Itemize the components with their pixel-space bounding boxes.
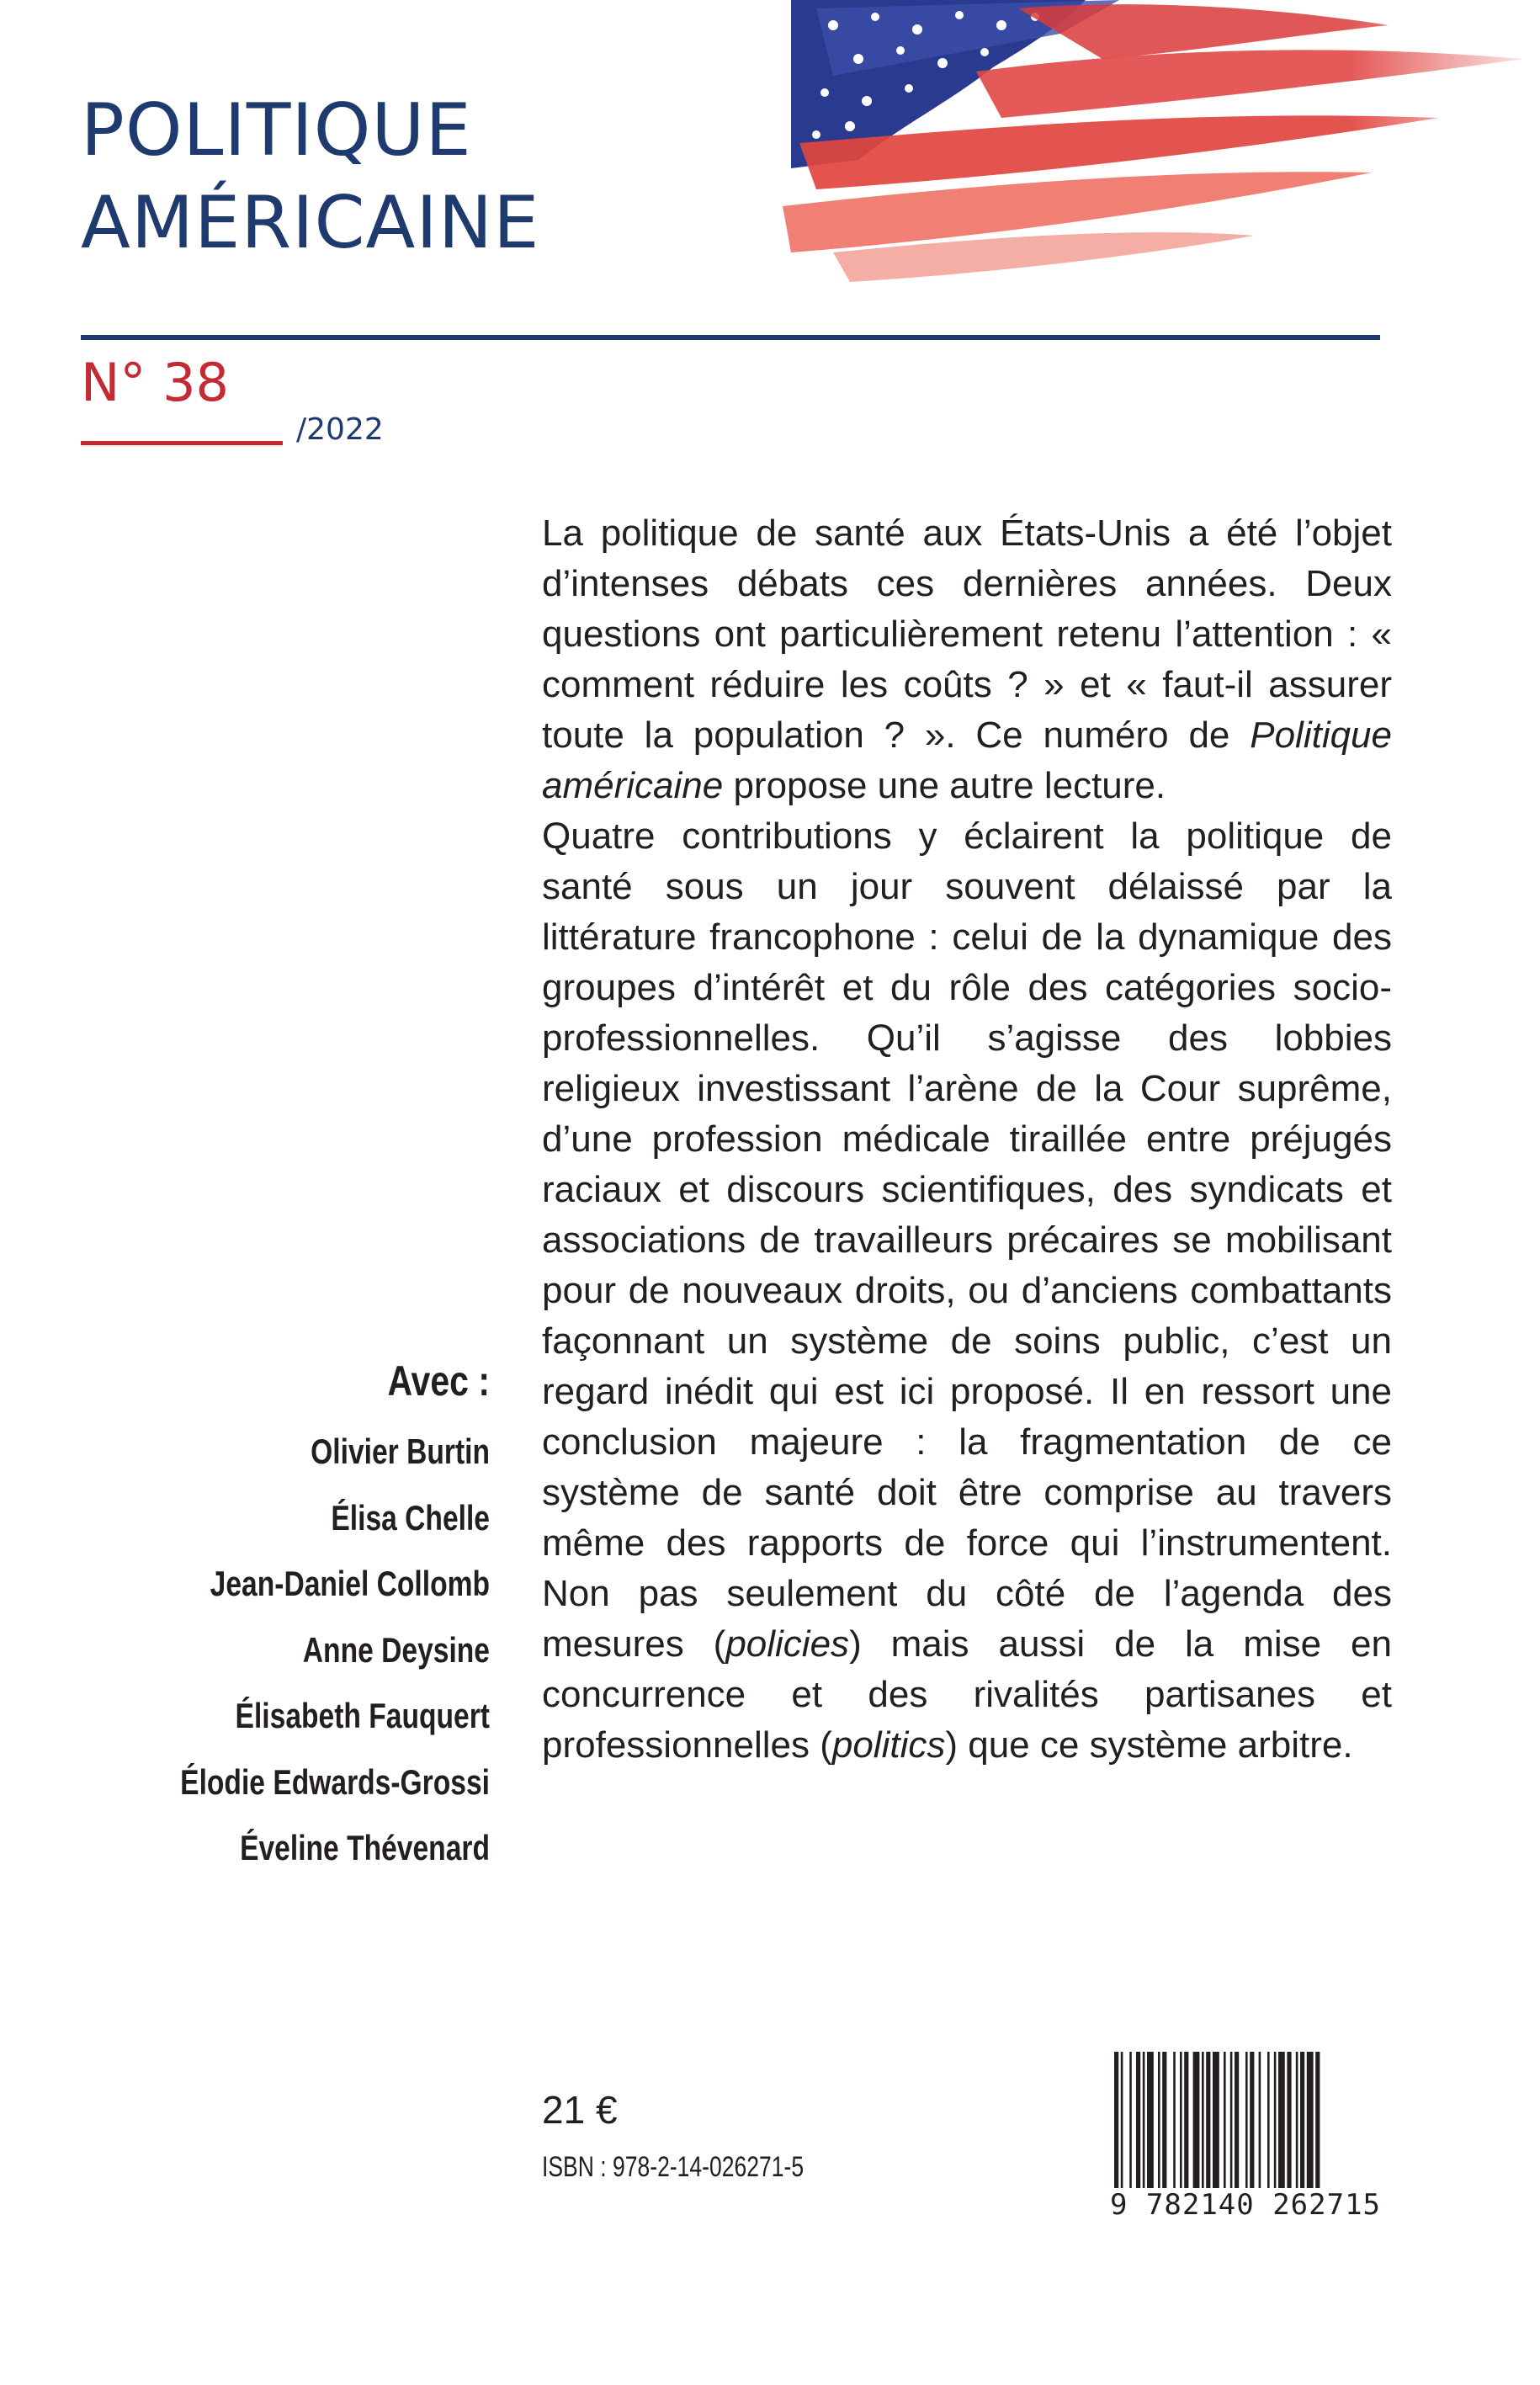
- barcode-bar: [1224, 2052, 1226, 2188]
- blurb-p2-politics: politics: [831, 1724, 946, 1766]
- blurb-paragraph-2: [542, 811, 1392, 1771]
- barcode-bar: [1235, 2052, 1239, 2188]
- journal-title-line2: AMÉRICAINE: [81, 181, 540, 265]
- barcode-bar: [1147, 2052, 1154, 2188]
- contributor-name: Élisabeth Fauquert: [235, 1696, 490, 1735]
- barcode-bar: [1287, 2052, 1291, 2188]
- contributor-name: Olivier Burtin: [311, 1432, 490, 1471]
- contributor-name: Anne Deysine: [302, 1629, 490, 1670]
- barcode-bar: [1129, 2052, 1132, 2188]
- american-flag-brushstroke-image: [783, 0, 1540, 286]
- journal-title: [81, 84, 539, 269]
- barcode-bar: [1158, 2052, 1160, 2188]
- barcode-bar: [1136, 2052, 1140, 2188]
- barcode-bar: [1180, 2052, 1182, 2188]
- contributor-name: Élisa Chelle: [331, 1497, 490, 1538]
- barcode-bar: [1278, 2052, 1285, 2188]
- contributor-name: Jean-Daniel Collomb: [210, 1564, 490, 1603]
- contributor-name: Éveline Thévenard: [240, 1828, 490, 1867]
- blurb-p2-text-b: ) mais aussi de la mise en concurrence et des rivalités partisanes et professionnelles (: [542, 1623, 1392, 1766]
- barcode-bar: [1307, 2052, 1314, 2188]
- barcode-bar: [1296, 2052, 1298, 2188]
- issue-underline-red: [81, 441, 283, 445]
- contributor-name: Élodie Edwards-Grossi: [180, 1761, 491, 1802]
- barcode-bar: [1300, 2052, 1304, 2188]
- barcode-image: [1111, 2052, 1385, 2188]
- barcode-bar: [1274, 2052, 1277, 2188]
- issue-number: N° 38: [81, 352, 229, 413]
- barcode-bar: [1184, 2052, 1188, 2188]
- back-cover-blurb: [542, 508, 1392, 1771]
- barcode-bar: [1173, 2052, 1176, 2188]
- blurb-paragraph-1: [542, 508, 1392, 811]
- barcode-bar: [1121, 2052, 1123, 2188]
- barcode-bar: [1206, 2052, 1210, 2188]
- barcode-bar: [1193, 2052, 1200, 2188]
- price: 21 €: [542, 2088, 618, 2132]
- contributors-list: [101, 1419, 490, 1882]
- barcode-bar: [1250, 2052, 1254, 2188]
- blurb-p1-journal-title: Politique américaine: [542, 714, 1392, 806]
- blurb-p2-text-c: ) que ce système arbitre.: [945, 1724, 1353, 1766]
- journal-title-line1: POLITIQUE: [81, 88, 472, 173]
- barcode-number: 9 782140 262715: [1109, 2188, 1382, 2222]
- barcode-bar: [1114, 2052, 1118, 2188]
- blurb-p2-text-a: Quatre contributions y éclairent la politique de santé sous un jour souvent délaissé par la littérature francophone : celui de la dynamique des groupes d’intérêt et du rôle des catégories socio-professionnelles. Qu’il s’agisse des lobbies religieux investissant l’arène de la Cour suprême, d’une profession médicale tiraillée entre préjugés raciaux et discours scientifiques, des syndicats et associations de travailleurs précaires se mobilisant pour de nouveaux droits, ou d’anciens combattants façonnant un système de soins public, c’est un regard inédit qui est ici proposé. Il en ressort une conclusion majeure : la fragmentation de ce système de santé doit être comprise au travers même des rapports de force qui l’instrumentent. Non pas seulement du côté de l’agenda des mesures (: [542, 815, 1392, 1665]
- blurb-p1-text: La politique de santé aux États-Unis a été l’objet d’intenses débats ces dernières années. Deux questions ont particulièrement retenu l’attention : « comment réduire les coûts ? » et « faut-il assurer toute la population ? ». Ce numéro de: [542, 513, 1392, 756]
- barcode-bar: [1315, 2052, 1320, 2188]
- header-divider-blue: [81, 335, 1380, 340]
- blurb-p2-policies: policies: [725, 1623, 850, 1665]
- blurb-p1-end: propose une autre lecture.: [723, 765, 1166, 806]
- barcode-bar: [1259, 2052, 1261, 2188]
- barcode-bar: [1230, 2052, 1233, 2188]
- barcode-bar: [1143, 2052, 1145, 2188]
- isbn: ISBN : 978-2-14-026271-5: [542, 2151, 805, 2183]
- barcode-bar: [1213, 2052, 1219, 2188]
- barcode-bar: [1267, 2052, 1270, 2188]
- issue-year: /2022: [296, 412, 384, 447]
- barcode-bar: [1245, 2052, 1248, 2188]
- barcode-bar: [1202, 2052, 1204, 2188]
- contributors-label: Avec :: [387, 1357, 490, 1405]
- barcode-bar: [1162, 2052, 1166, 2188]
